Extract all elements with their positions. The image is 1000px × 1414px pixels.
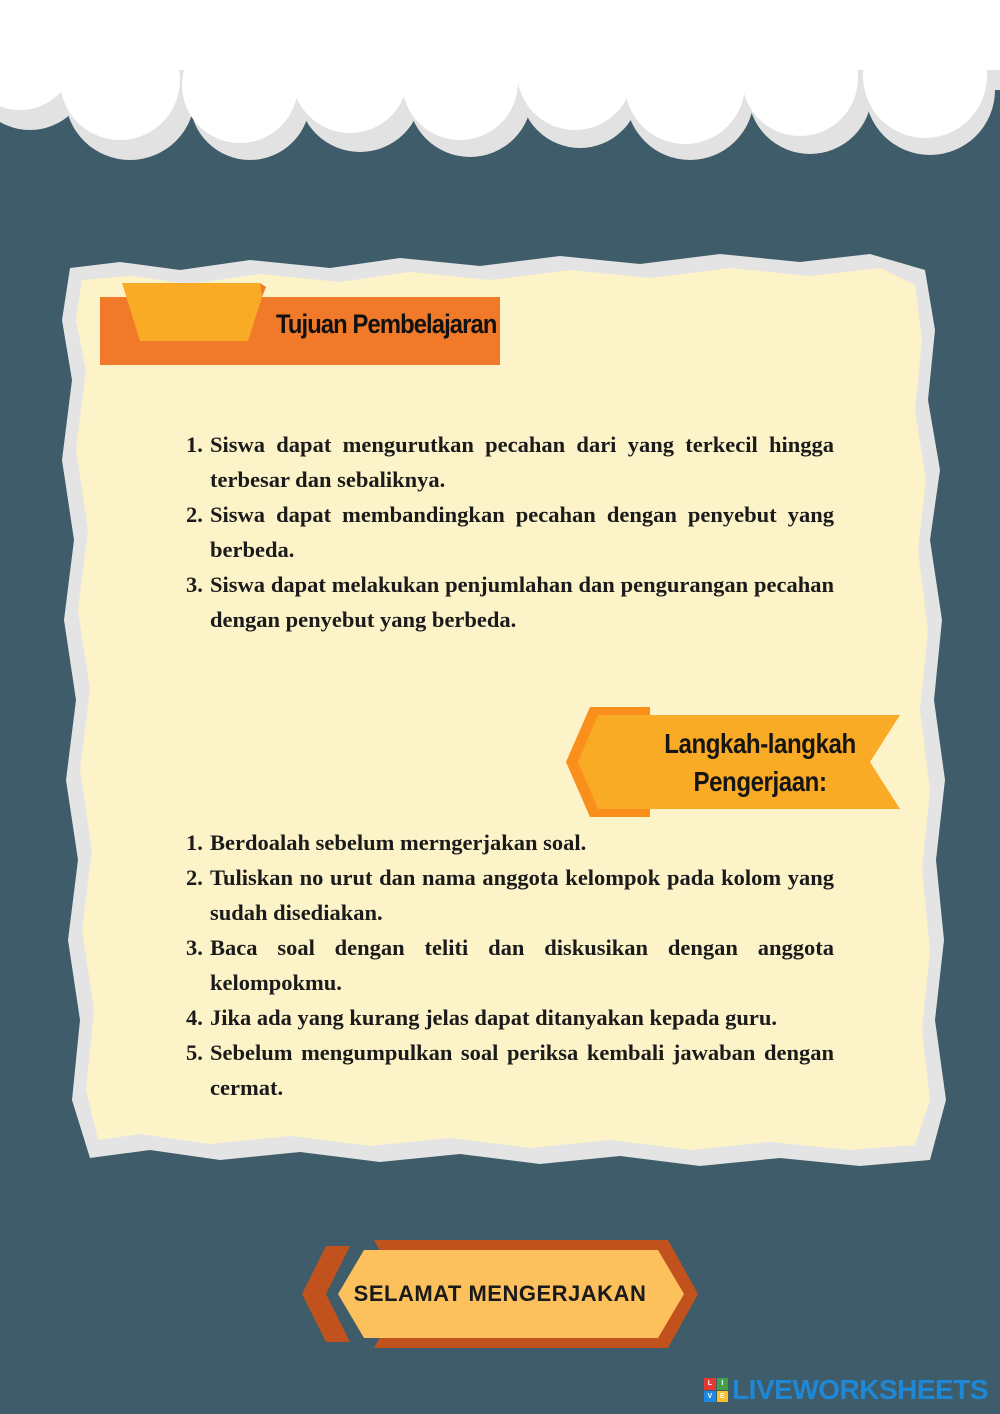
list-item: 4. Jika ada yang kurang jelas dapat ditanyakan kepada guru. bbox=[186, 1005, 778, 1030]
title-tab bbox=[100, 283, 500, 365]
steps-heading: Langkah-langkah Pengerjaan: bbox=[664, 728, 856, 797]
liveworksheets-icon: L I V E bbox=[704, 1378, 728, 1402]
closing-text: SELAMAT MENGERJAKAN bbox=[353, 1281, 647, 1306]
list-item: 2. Siswa dapat membandingkan pecahan dengan penyebut yang berbeda. bbox=[186, 502, 834, 562]
objectives-list bbox=[186, 427, 834, 637]
list-item: 3. Baca soal dengan teliti dan diskusikan dengan anggota kelompokmu. bbox=[186, 935, 834, 995]
steps-list bbox=[186, 825, 834, 1105]
page-title: Tujuan Pembelajaran bbox=[275, 308, 497, 339]
list-item: 1. Siswa dapat mengurutkan pecahan dari yang terkecil hingga terbesar dan sebaliknya. bbox=[186, 432, 834, 492]
list-item: 1. Berdoalah sebelum merngerjakan soal. bbox=[186, 830, 587, 855]
brand-name: LIVEWORKSHEETS bbox=[732, 1374, 988, 1405]
list-item: 3. Siswa dapat melakukan penjumlahan dan pengurangan pecahan dengan penyebut yang berbeda. bbox=[186, 572, 834, 632]
brand-logo bbox=[704, 1374, 988, 1406]
list-item: 2. Tuliskan no urut dan nama anggota kelompok pada kolom yang sudah disediakan. bbox=[186, 865, 834, 925]
steps-banner bbox=[560, 705, 905, 820]
closing-badge bbox=[298, 1238, 702, 1350]
list-item: 5. Sebelum mengumpulkan soal periksa kembali jawaban dengan cermat. bbox=[186, 1040, 834, 1100]
